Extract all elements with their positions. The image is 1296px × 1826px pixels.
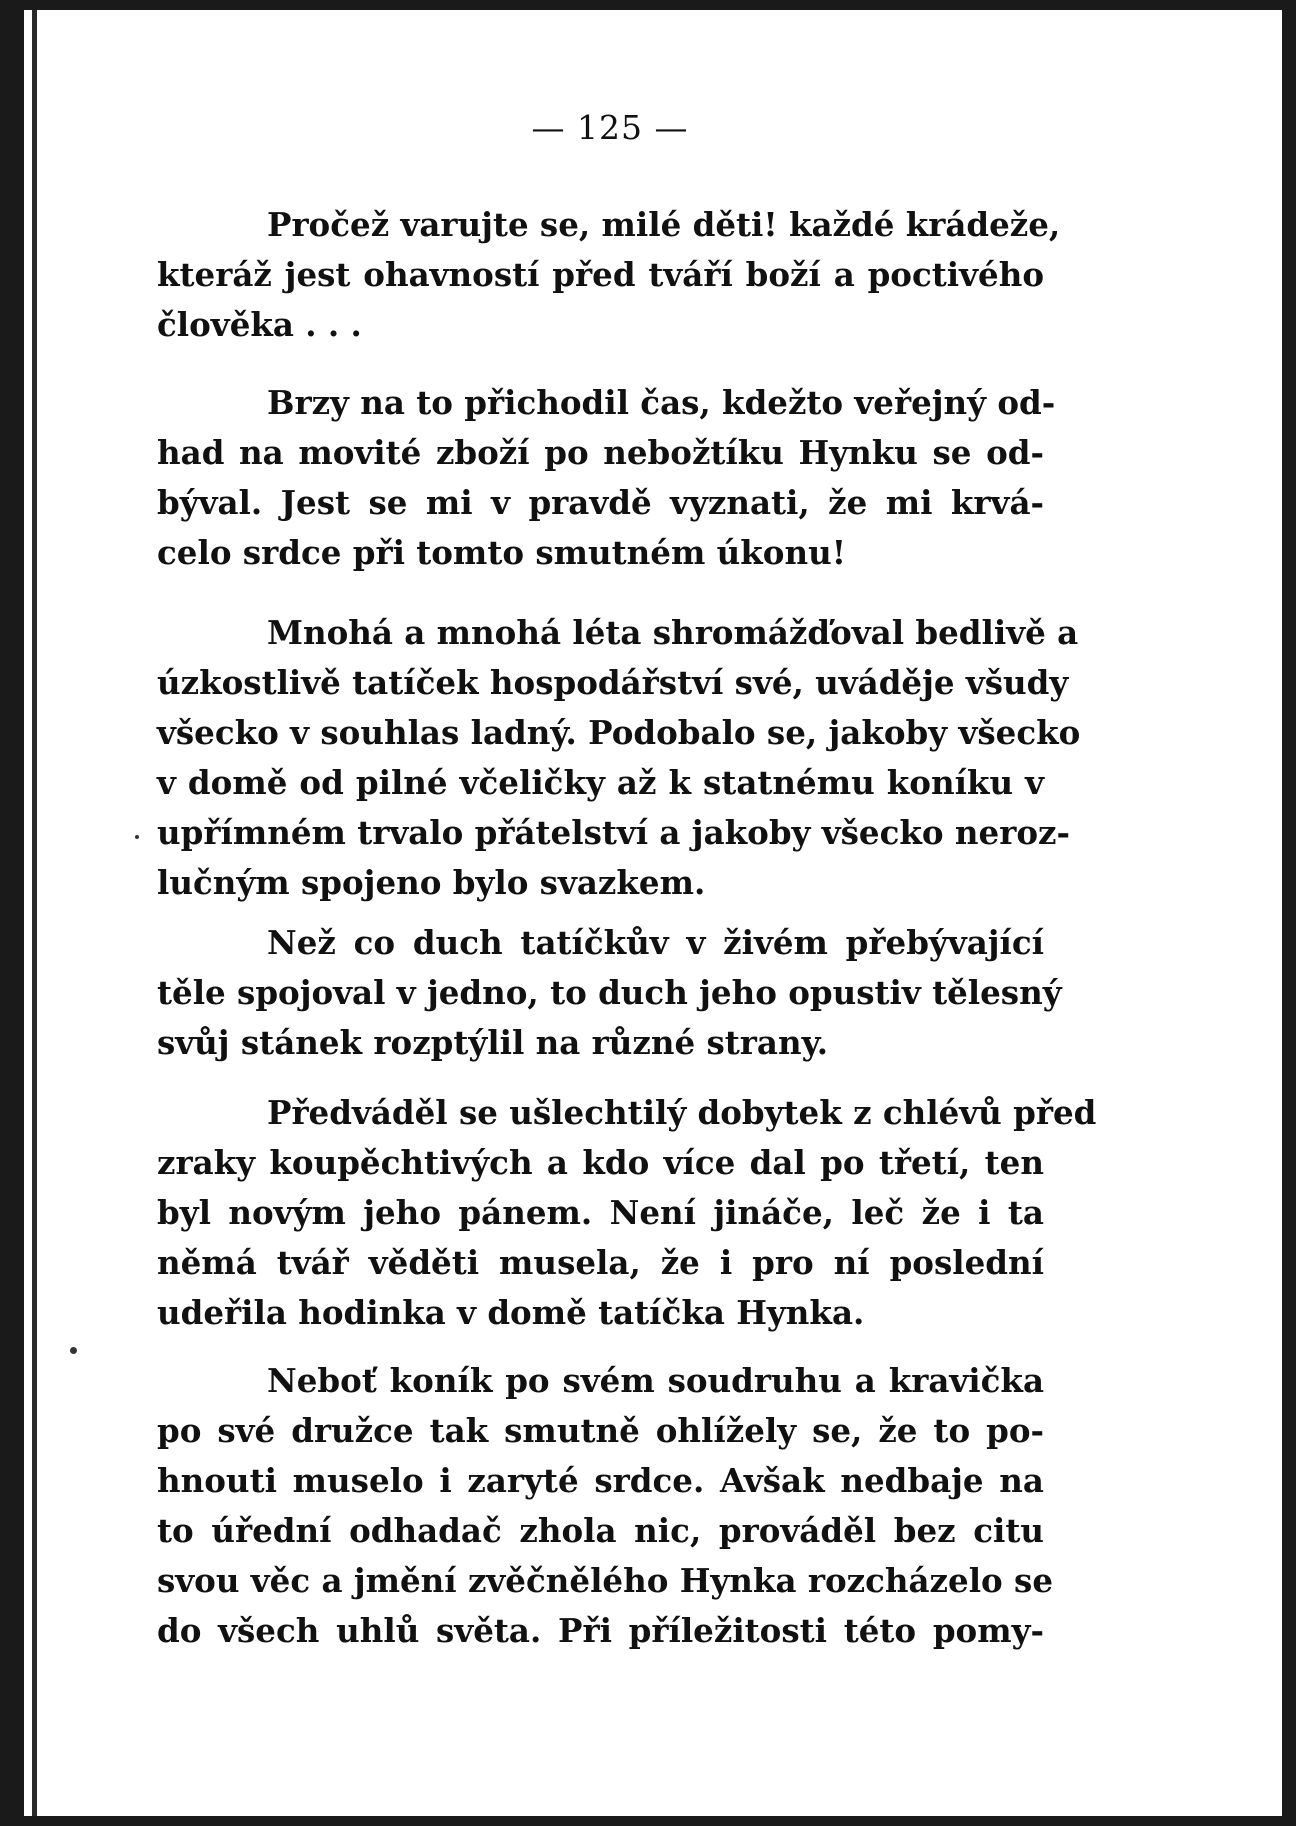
text-line: lučným spojeno bylo svazkem. [157, 863, 706, 902]
page-border-bottom [0, 1816, 1296, 1826]
page-border-right [1282, 0, 1296, 1826]
text-line: had na movité zboží po nebožtíku Hynku se od- [157, 433, 1044, 472]
page-border-top [0, 0, 1296, 10]
paragraph-6 [157, 1356, 1054, 1656]
page-border-gap [24, 10, 32, 1826]
text-line: úzkostlivě tatíček hospodářství své, uváděje všudy [157, 663, 1069, 702]
page-border-left [0, 0, 24, 1826]
text-line: to úřední odhadač zhola nic, prováděl bez citu [157, 1511, 1044, 1550]
text-line: upřímném trvalo přátelství a jakoby všecko neroz- [157, 813, 1070, 852]
page-number: — 125 — [531, 108, 689, 147]
text-line: do všech uhlů světa. Při příležitosti této pomy- [157, 1611, 1044, 1650]
text-line: hnouti muselo i zaryté srdce. Avšak nedbaje na [157, 1461, 1044, 1500]
text-line: v domě od pilné včeličky až k statnému koníku v [157, 763, 1044, 802]
text-line: člověka . . . [157, 305, 362, 344]
scan-speck [70, 1347, 77, 1354]
text-line: svůj stánek rozptýlil na různé strany. [157, 1023, 829, 1062]
text-line: Než co duch tatíčkův v živém přebývající [267, 923, 1044, 962]
text-line: zraky koupěchtivých a kdo více dal po třetí, ten [157, 1143, 1044, 1182]
text-line: Brzy na to přichodil čas, kdežto veřejný od- [267, 383, 1056, 422]
paragraph-2 [157, 378, 1056, 578]
paragraph-4 [157, 918, 1062, 1068]
text-line: býval. Jest se mi v pravdě vyznati, že mi krvá- [157, 483, 1044, 522]
paragraph-1 [157, 200, 1061, 350]
page-border-left-inner [32, 10, 37, 1826]
text-line: Mnohá a mnohá léta shromážďoval bedlivě a [267, 613, 1079, 652]
text-line: celo srdce při tomto smutném úkonu! [157, 533, 847, 572]
text-line: Předváděl se ušlechtilý dobytek z chlévů před [267, 1093, 1097, 1132]
paragraph-3 [157, 608, 1081, 908]
text-line: udeřila hodinka v domě tatíčka Hynka. [157, 1293, 865, 1332]
text-line: byl novým jeho pánem. Není jináče, leč že i ta [157, 1193, 1044, 1232]
text-line: těle spojoval v jedno, to duch jeho opustiv tělesný [157, 973, 1062, 1012]
text-line: všecko v souhlas ladný. Podobalo se, jakoby všecko [157, 713, 1081, 752]
paragraph-5 [157, 1088, 1097, 1338]
text-line: Neboť koník po svém soudruhu a kravička [267, 1361, 1044, 1400]
text-line: němá tvář věděti musela, že i pro ní poslední [157, 1243, 1044, 1282]
scan-speck [135, 835, 139, 839]
text-line: Pročež varujte se, milé děti! každé krádeže, [267, 205, 1061, 244]
text-line: svou věc a jmění zvěčnělého Hynka rozcházelo se [157, 1561, 1054, 1600]
text-line: kteráž jest ohavností před tváří boží a poctivého [157, 255, 1044, 294]
text-line: po své družce tak smutně ohlížely se, že to po- [157, 1411, 1044, 1450]
